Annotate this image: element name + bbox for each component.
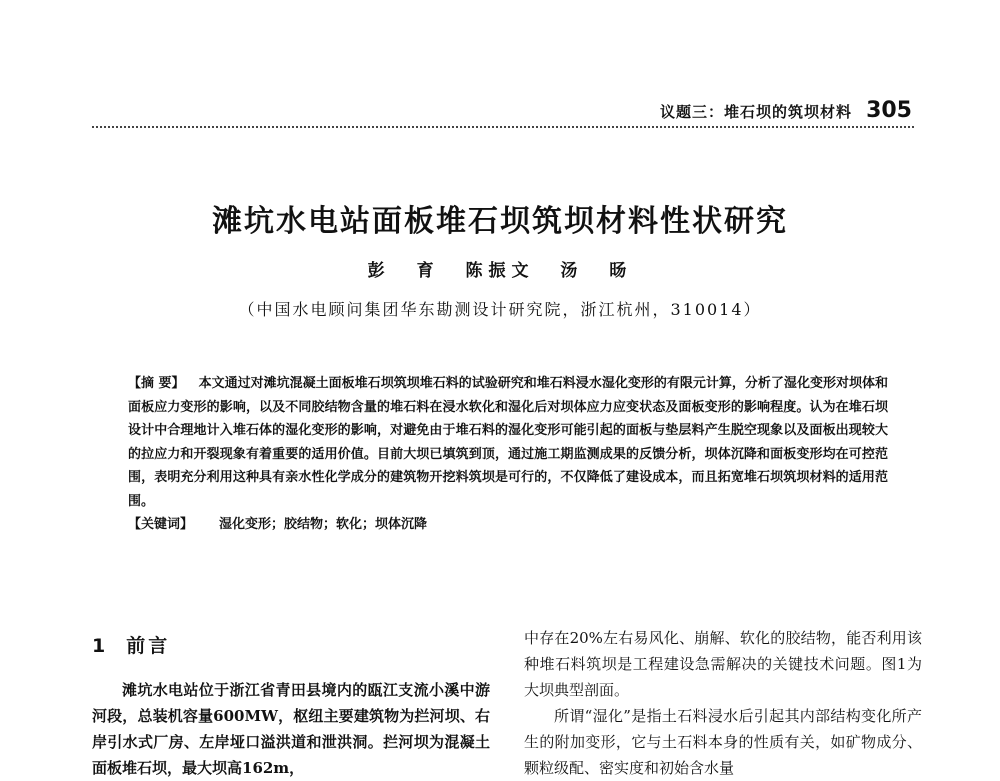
keywords (128, 513, 888, 532)
paper-authors: 彭 育 陈振文 汤 旸 (367, 261, 633, 281)
left-column (92, 625, 490, 781)
body-paragraph: 中存在20%左右易风化、崩解、软化的胶结物，能否利用该种堆石料筑坝是工程建设急需解决的关键技术问题。图1为大坝典型剖面。 (524, 629, 922, 699)
body-paragraph: 所谓“湿化”是指土石料浸水后引起其内部结构变化所产生的附加变形，它与土石料本身的性质有关，如矿物成分、颗粒级配、密实度和初始含水量 (524, 707, 922, 777)
body-paragraph: 滩坑水电站位于浙江省青田县境内的瓯江支流小溪中游河段，总装机容量600MW，枢纽主要建筑物为拦河坝、右岸引水式厂房、左岸垭口溢洪道和泄洪洞。拦河坝为混凝土面板堆石坝，最大坝高162m， (92, 681, 490, 777)
page-number: 305 (866, 98, 912, 123)
section-number: 1 (92, 635, 109, 657)
running-header-section: 议题三：堆石坝的筑坝材料 (660, 103, 853, 121)
keywords-text: 湿化变形；胶结物；软化；坝体沉降 (219, 517, 428, 532)
section-title: 前言 (126, 635, 171, 657)
section-heading (92, 633, 490, 659)
paper-affiliation: （中国水电顾问集团华东勘测设计研究院，浙江杭州，310014） (238, 300, 762, 319)
abstract-text: 本文通过对滩坑混凝土面板堆石坝筑坝堆石料的试验研究和堆石料浸水湿化变形的有限元计算，分析了湿化变形对坝体和面板应力变形的影响，以及不同胶结物含量的堆石料在浸水软化和湿化后对坝体应力应变状态及面板变形的影响程度。认为在堆石坝设计中合理地计入堆石体的湿化变形的影响，对避免由于堆石料的湿化变形可能引起的面板与垫层料产生脱空现象以及面板出现较大的拉应力和开裂现象有着重要的适用价值。目前大坝已填筑到顶，通过施工期监测成果的反馈分析，坝体沉降和面板变形均在可控范围，表明充分利用这种具有亲水性化学成分的建筑物开挖料筑坝是可行的，不仅降低了建设成本，而且拓宽堆石坝筑坝材料的适用范围。 (128, 376, 888, 509)
right-column (524, 625, 922, 781)
paper-title: 滩坑水电站面板堆石坝筑坝材料性状研究 (212, 204, 788, 239)
running-header (660, 98, 912, 123)
keywords-label: 【关键词】 (128, 517, 194, 532)
abstract (128, 372, 888, 513)
header-divider (92, 126, 914, 128)
abstract-label: 【摘 要】 (128, 376, 185, 391)
